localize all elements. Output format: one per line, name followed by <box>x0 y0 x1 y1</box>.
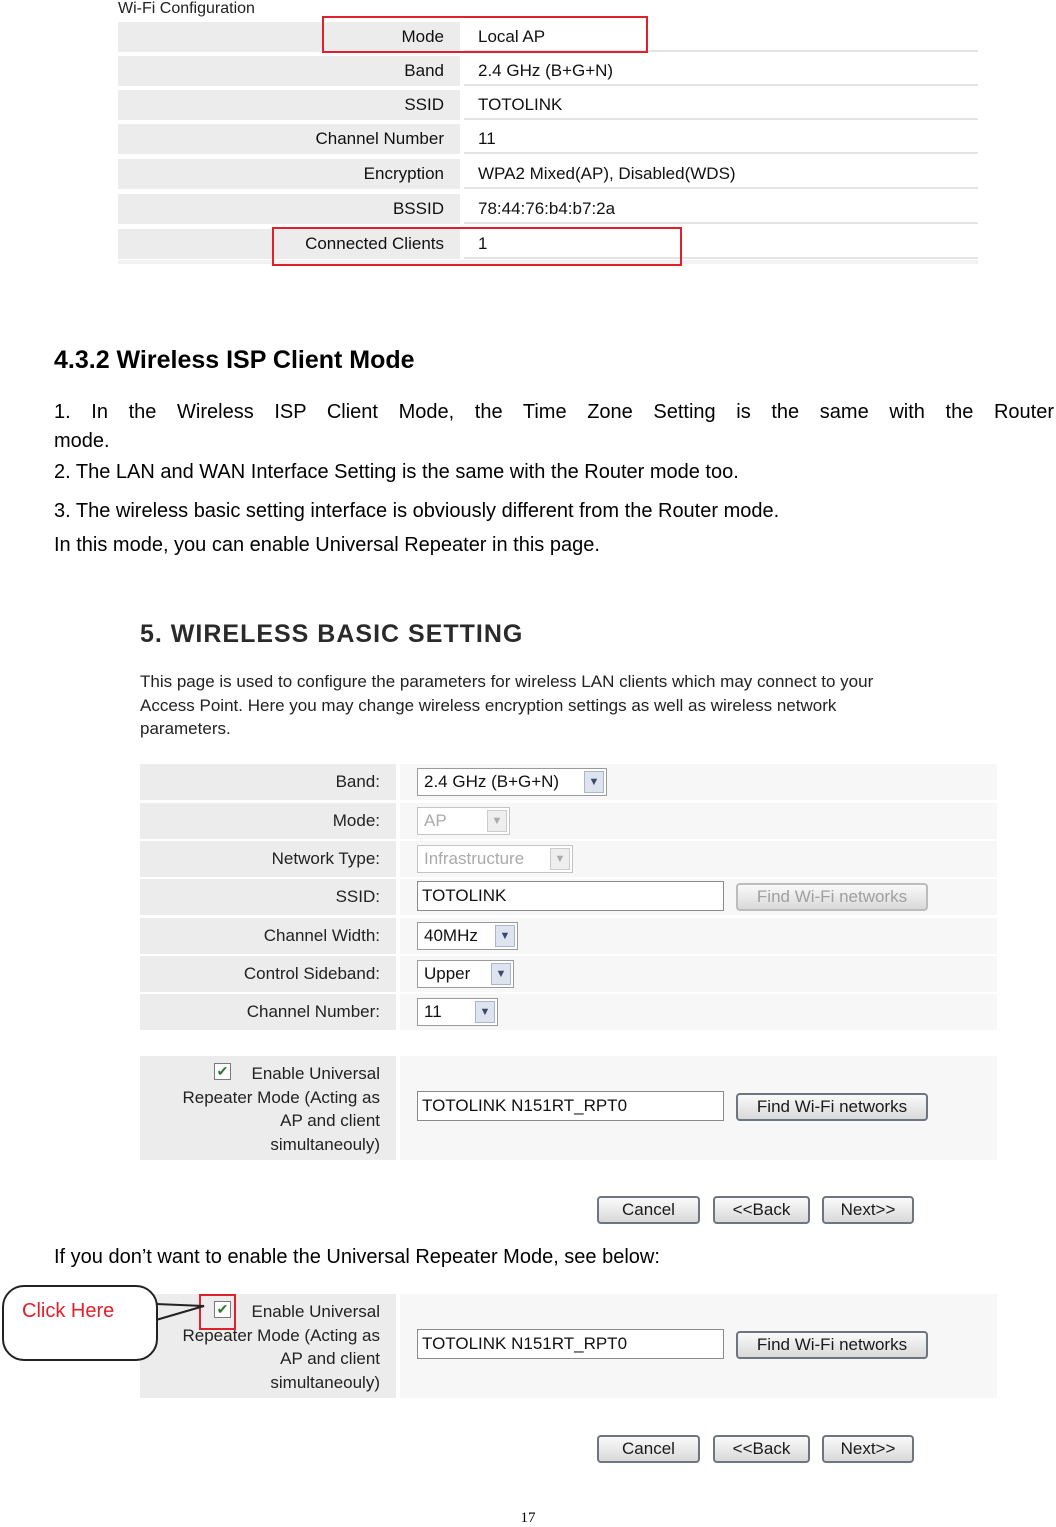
channel-number-cell <box>400 994 997 1030</box>
repeater-label <box>183 1062 381 1156</box>
chevron-down-icon: ▼ <box>487 810 507 832</box>
find-wifi-button[interactable]: Find Wi-Fi networks <box>736 1093 928 1121</box>
network-type-cell <box>400 841 997 877</box>
wifi-band-value: 2.4 GHz (B+G+N) <box>464 56 978 86</box>
desc-line-1: This page is used to configure the parameters for wireless LAN clients which may connect to your <box>140 672 874 691</box>
repeater-label-line-3: AP and client <box>280 1111 380 1130</box>
sideband-cell <box>400 956 997 992</box>
wifi-clients-label: Connected Clients <box>118 229 460 259</box>
wifi-row-channel <box>118 124 978 154</box>
repeater-value-cell-2 <box>400 1294 997 1398</box>
repeater-label-2-line-4: simultaneouly) <box>270 1372 380 1392</box>
page-number: 17 <box>520 1510 536 1526</box>
paragraph-3: 3. The wireless basic setting interface is obviously different from the Router mode. <box>54 500 780 522</box>
channel-number-select[interactable] <box>417 998 498 1026</box>
next-button[interactable]: Next>> <box>822 1196 914 1224</box>
repeater-checkbox-2[interactable]: ✔ <box>214 1301 231 1318</box>
repeater-label-line-1: Enable Universal <box>251 1064 380 1083</box>
chevron-down-icon: ▼ <box>550 848 570 870</box>
repeater-label-2-line-1: Enable Universal <box>251 1302 380 1321</box>
band-select[interactable] <box>417 768 607 796</box>
chevron-down-icon: ▼ <box>491 963 511 985</box>
form-row-channel-number <box>140 994 997 1030</box>
wifi-row-ssid <box>118 90 978 120</box>
ssid-label: SSID: <box>140 879 396 915</box>
wifi-bssid-value: 78:44:76:b4:b7:2a <box>464 194 978 224</box>
form-row-band <box>140 764 997 800</box>
chevron-down-icon: ▼ <box>584 771 604 793</box>
paragraph-1: 1. In the Wireless ISP Client Mode, the Time Zone Setting is the same with the Router <box>54 401 1054 423</box>
click-here-callout <box>2 1285 158 1361</box>
wifi-mode-value: Local AP <box>464 22 978 52</box>
channel-width-value: 40MHz <box>424 926 478 945</box>
clients-highlight-box <box>272 227 682 266</box>
band-select-value: 2.4 GHz (B+G+N) <box>424 772 560 791</box>
next-button-2[interactable]: Next>> <box>822 1435 914 1463</box>
network-type-label: Network Type: <box>140 841 396 877</box>
sideband-select[interactable] <box>417 960 514 988</box>
repeater-label-cell <box>140 1056 396 1160</box>
repeater-value-cell <box>400 1056 997 1160</box>
paragraph-4: In this mode, you can enable Universal Repeater in this page. <box>54 534 600 556</box>
ssid-cell <box>400 879 997 915</box>
wifi-encryption-value: WPA2 Mixed(AP), Disabled(WDS) <box>464 159 978 189</box>
network-type-value: Infrastructure <box>424 849 525 868</box>
wifi-channel-value: 11 <box>464 124 978 154</box>
band-cell <box>400 764 997 800</box>
wifi-mode-label: Mode <box>118 22 460 52</box>
wireless-basic-description <box>140 670 990 741</box>
wifi-ssid-value: TOTOLINK <box>464 90 978 120</box>
network-type-select[interactable] <box>417 845 573 873</box>
wifi-clients-value: 1 <box>464 229 978 259</box>
find-wifi-button-disabled[interactable]: Find Wi-Fi networks <box>736 883 928 911</box>
wifi-band-label: Band <box>118 56 460 86</box>
chevron-down-icon: ▼ <box>495 925 515 947</box>
wifi-channel-label: Channel Number <box>118 124 460 154</box>
mode-cell <box>400 803 997 839</box>
wifi-ssid-label: SSID <box>118 90 460 120</box>
repeater-ssid-input[interactable]: TOTOLINK N151RT_RPT0 <box>417 1091 724 1121</box>
wifi-encryption-label: Encryption <box>118 159 460 189</box>
chevron-down-icon: ▼ <box>475 1001 495 1023</box>
wifi-row-encryption <box>118 159 978 189</box>
back-button[interactable]: <<Back <box>713 1196 810 1224</box>
band-label: Band: <box>140 764 396 800</box>
sideband-label: Control Sideband: <box>140 956 396 992</box>
channel-width-select[interactable] <box>417 922 518 950</box>
wifi-row-bssid <box>118 194 978 224</box>
click-here-text: Click Here <box>22 1300 115 1322</box>
wireless-basic-title: 5. WIRELESS BASIC SETTING <box>140 620 524 648</box>
wifi-row-band <box>118 56 978 86</box>
wifi-bssid-label: BSSID <box>118 194 460 224</box>
repeater-checkbox[interactable]: ✔ <box>214 1063 231 1080</box>
desc-line-2: Access Point. Here you may change wireless encryption settings as well as wireless network <box>140 695 837 715</box>
cancel-button-2[interactable]: Cancel <box>597 1435 700 1463</box>
form-row-sideband <box>140 956 997 992</box>
form-row-channel-width <box>140 918 997 954</box>
ssid-input[interactable]: TOTOLINK <box>417 881 724 911</box>
back-button-2[interactable]: <<Back <box>713 1435 810 1463</box>
repeater-label-2-line-3: AP and client <box>280 1349 380 1368</box>
mode-highlight-box <box>322 16 648 53</box>
callout-pointer <box>150 1296 210 1336</box>
cancel-button[interactable]: Cancel <box>597 1196 700 1224</box>
channel-number-value: 11 <box>424 1002 442 1021</box>
section-heading: 4.3.2 Wireless ISP Client Mode <box>54 346 415 374</box>
desc-line-3: parameters. <box>140 719 231 738</box>
channel-number-label: Channel Number: <box>140 994 396 1030</box>
repeater-label-line-4: simultaneouly) <box>270 1134 380 1154</box>
mode-label: Mode: <box>140 803 396 839</box>
sideband-value: Upper <box>424 964 471 983</box>
repeater-section <box>140 1056 997 1160</box>
channel-width-cell <box>400 918 997 954</box>
mode-select[interactable] <box>417 807 510 835</box>
repeater-section-2 <box>140 1294 997 1398</box>
form-row-ssid <box>140 879 997 915</box>
wifi-config-title: Wi-Fi Configuration <box>118 0 255 17</box>
find-wifi-button-2[interactable]: Find Wi-Fi networks <box>736 1331 928 1359</box>
repeater-label-line-2: Repeater Mode (Acting as <box>182 1087 380 1107</box>
paragraph-2: 2. The LAN and WAN Interface Setting is the same with the Router mode too. <box>54 461 739 483</box>
mode-select-value: AP <box>424 811 447 830</box>
form-spacer <box>140 1030 997 1056</box>
channel-width-label: Channel Width: <box>140 918 396 954</box>
repeater-ssid-input-2[interactable]: TOTOLINK N151RT_RPT0 <box>417 1329 724 1359</box>
repeater-label-2-line-2: Repeater Mode (Acting as <box>182 1325 380 1345</box>
paragraph-5: If you don’t want to enable the Universal Repeater Mode, see below: <box>54 1246 660 1268</box>
paragraph-1-cont: mode. <box>54 430 110 452</box>
form-row-network-type <box>140 841 997 877</box>
form-row-mode <box>140 803 997 839</box>
